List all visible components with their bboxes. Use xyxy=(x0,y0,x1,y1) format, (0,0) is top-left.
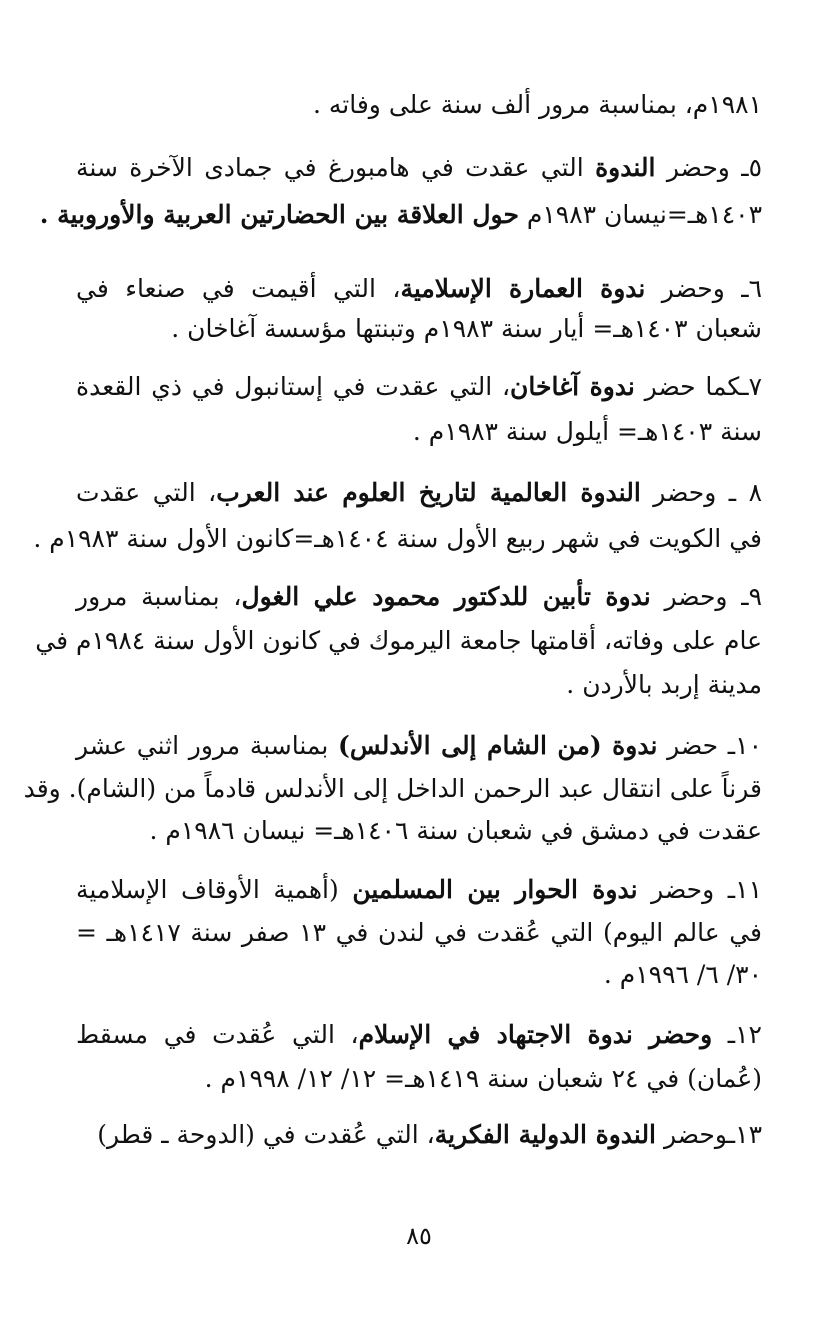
text-run: ، التي أقيمت في صنعاء في xyxy=(76,274,401,303)
text-line xyxy=(33,517,762,561)
text-run: ١٠ـ حضر xyxy=(657,731,762,760)
text-run: ، التي عُقدت في مسقط xyxy=(76,1020,359,1049)
text-run: ٥ـ وحضر xyxy=(655,153,762,182)
text-run: ١١ـ وحضر xyxy=(637,875,762,904)
bold-text-run: ندوة (من الشام إلى الأندلس) xyxy=(338,731,658,760)
bold-text-run: الندوة العالمية لتاريخ العلوم عند العرب xyxy=(216,478,641,507)
bold-text-run: ندوة آغاخان xyxy=(510,372,635,401)
text-line xyxy=(76,868,762,912)
text-run: ، التي عقدت في إستانبول في ذي القعدة xyxy=(76,372,511,401)
bold-text-run: ندوة تأبين للدكتور محمود علي الغول xyxy=(241,582,651,611)
page-number: ٨٥ xyxy=(406,1222,432,1250)
text-line xyxy=(76,1057,762,1101)
bold-text-run: الندوة xyxy=(595,153,656,182)
text-line xyxy=(76,267,762,311)
text-run: (أهمية الأوقاف الإسلامية xyxy=(76,875,353,904)
text-run: (عُمان) في ٢٤ شعبان سنة ١٤١٩هـ= ١٢/ ١٢/ ١٩٩٨م . xyxy=(204,1064,762,1093)
text-run: ١٤٠٣هـ=نيسان ١٩٨٣م xyxy=(518,200,762,229)
text-run: بمناسبة مرور اثني عشر xyxy=(76,731,339,760)
text-line xyxy=(39,193,762,237)
text-line xyxy=(76,410,762,454)
text-run: شعبان ١٤٠٣هـ= أيار سنة ١٩٨٣م وتبنتها مؤسسة آغاخان . xyxy=(171,314,762,343)
text-line xyxy=(76,83,762,127)
text-run: ، بمناسبة مرور xyxy=(76,582,242,611)
bold-text-run: وحضر ندوة الاجتهاد في الإسلام xyxy=(358,1020,713,1049)
bold-text-run: الندوة الدولية الفكرية xyxy=(434,1120,657,1149)
text-run: ١٣ـوحضر xyxy=(656,1120,762,1149)
text-run: ، التي عُقدت في (الدوحة ـ قطر) xyxy=(97,1120,435,1149)
text-line xyxy=(76,663,762,707)
text-line xyxy=(76,809,762,853)
text-line xyxy=(76,1013,762,1057)
text-line xyxy=(76,146,762,190)
text-run: عام على وفاته، أقامتها جامعة اليرموك في كانون الأول سنة ١٩٨٤م في xyxy=(35,626,762,655)
text-run: في الكويت في شهر ربيع الأول سنة ١٤٠٤هـ=كانون الأول سنة ١٩٨٣م . xyxy=(33,524,762,553)
text-run: ، التي عقدت xyxy=(76,478,217,507)
text-line xyxy=(76,1113,762,1157)
bold-text-run: حول العلاقة بين الحضارتين العربية والأوروبية . xyxy=(39,200,519,229)
text-run: ٣٠/ ٦/ ١٩٩٦م . xyxy=(603,960,762,989)
text-line xyxy=(76,724,762,768)
bold-text-run: ندوة العمارة الإسلامية xyxy=(400,274,646,303)
text-line xyxy=(76,471,762,515)
text-run: التي عقدت في هامبورغ في جمادى الآخرة سنة xyxy=(76,153,596,182)
text-run: قرناً على انتقال عبد الرحمن الداخل إلى الأندلس قادماً من (الشام). وقد xyxy=(23,774,762,803)
text-line xyxy=(35,619,762,663)
text-run: سنة ١٤٠٣هـ= أيلول سنة ١٩٨٣م . xyxy=(412,417,762,446)
text-run: عقدت في دمشق في شعبان سنة ١٤٠٦هـ= نيسان ١٩٨٦م . xyxy=(149,816,762,845)
text-line xyxy=(76,911,762,955)
text-run: ٨ ـ وحضر xyxy=(640,478,762,507)
text-run: ٩ـ وحضر xyxy=(650,582,763,611)
text-run: ٦ـ وحضر xyxy=(645,274,762,303)
text-run: مدينة إربد بالأردن . xyxy=(566,670,762,699)
bold-text-run: ندوة الحوار بين المسلمين xyxy=(352,875,638,904)
text-line xyxy=(76,365,762,409)
text-run: ١٩٨١م، بمناسبة مرور ألف سنة على وفاته . xyxy=(312,90,762,119)
text-line xyxy=(76,575,762,619)
text-line xyxy=(76,953,762,997)
text-run: في عالم اليوم) التي عُقدت في لندن في ١٣ صفر سنة ١٤١٧هـ = xyxy=(76,918,762,947)
text-line xyxy=(76,307,762,351)
text-run: ١٢ـ xyxy=(712,1020,762,1049)
text-run: ٧ـكما حضر xyxy=(634,372,762,401)
text-line xyxy=(23,767,762,811)
